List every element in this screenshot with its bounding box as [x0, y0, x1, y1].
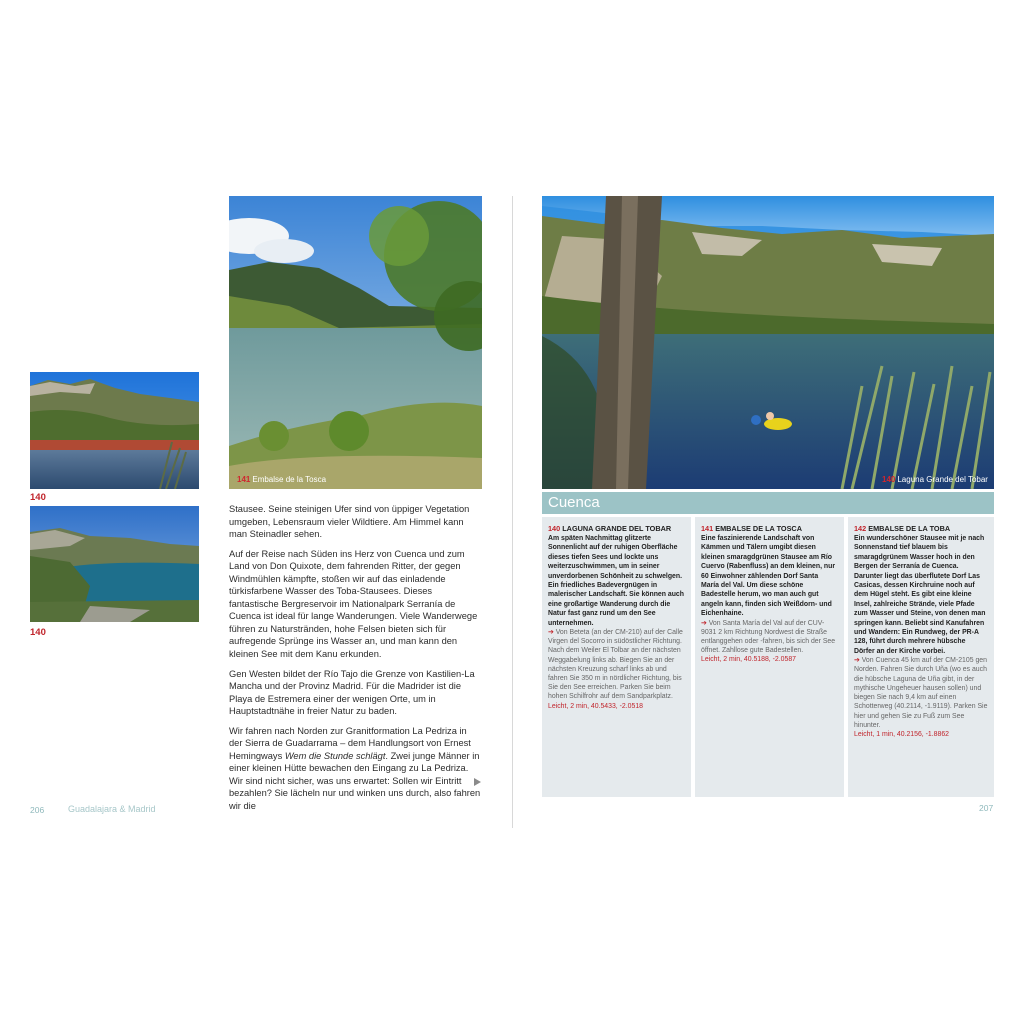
photo-embalse-de-la-tosca [229, 196, 482, 489]
caption-number: 140 [882, 475, 896, 484]
body-paragraph: Auf der Reise nach Süden ins Herz von Cuenca und zum Land von Don Quixote, dem fahrenden Ritter, der gegen Windmühlen kämpfte, stoßen wir auf das einladende türkisfarbene Wasser des Toba-Stausees. Dieses fantastische Bergreservoir im Nationalpark Serranía de Cuenca ist ideal für lange Wanderungen. Viele Wanderwege führen zu Naturstränden, hohe Felsen bieten sich für aufregende Sprünge ins Wasser an, und man kann den kleinen See mit dem Kanu erkunden. [229, 548, 478, 660]
page-gutter [512, 196, 513, 828]
entry-box-142 [848, 517, 994, 797]
thumbnail-photo-1 [30, 372, 199, 489]
arrow-right-icon: ➔ [548, 629, 554, 637]
entry-title [854, 524, 988, 533]
entry-name: EMBALSE DE LA TOSCA [715, 524, 802, 533]
thumbnail-photo-2 [30, 506, 199, 622]
entry-directions [854, 656, 988, 730]
entry-description: Ein wunderschöner Stausee mit je nach Sonnenstand tief blauem bis smaragdgrünem Wasser hoch in den Bergen der Serranía de Cuenca. Darunter liegt das überflutete Dorf Las Casicas, dessen Kirchruine noch auf dem Hügel steht. Es gibt eine kleine Insel, zahlreiche Strände, viele Pfade zum Wasser und Steine, von denen man springen kann. Beliebt sind Kanufahren und Wandern: Ein Rundweg, der PR-A 128, führt durch mehrere hübsche Dörfer an der Kirche vorbei. [854, 535, 986, 655]
entry-directions [548, 628, 685, 702]
directions-text: Von Beteta (an der CM-210) auf der Calle Virgen del Socorro in südöstlicher Richtung. Nach dem Weiler El Tolbar an der nächsten Weggabelung links ab. Biegen Sie an der nächsten Kreuzung scharf links ab und fahren Sie 350 m in nördlicher Richtung, bis Sie den See erreichen. Parken Sie beim hohen Schilfrohr auf dem Sandparkplatz. [548, 629, 683, 701]
entry-directions [701, 619, 838, 656]
body-text [229, 503, 482, 813]
arrow-right-icon: ➔ [701, 619, 707, 627]
page-number-right: 207 [979, 803, 994, 813]
entry-number: 140 [548, 524, 561, 533]
entry-box-141 [695, 517, 844, 797]
photo-caption-tosca [237, 475, 326, 484]
entry-meta: Leicht, 1 min, 40.2156, -1.8862 [854, 730, 950, 738]
directions-text: Von Santa María del Val auf der CUV-9031 2 km Richtung Nordwest die Straße entlanggehen oder -fahren, bis sich der See öffnet. Zahllose gute Badestellen. [701, 619, 836, 655]
arrow-right-icon: ➔ [854, 657, 860, 665]
caption-number: 141 [237, 475, 251, 484]
section-header-bar [542, 492, 994, 514]
entry-name: LAGUNA GRANDE DEL TOBAR [562, 524, 672, 533]
thumbnail-number-1: 140 [30, 492, 46, 503]
section-title: Cuenca [548, 494, 600, 511]
entry-name: EMBALSE DE LA TOBA [868, 524, 951, 533]
directions-text: Von Cuenca 45 km auf der CM-2105 gen Norden. Fahren Sie durch Uña (wo es auch die hübsche Laguna de Uña gibt, in der mythische Ungeheuer hausen sollen) und biegen Sie nach 9,4 km auf einen Schotterweg (40.2114, -1.9119). Parken Sie hier und gehen Sie zu Fuß zum See hinunter. [854, 657, 988, 729]
thumbnail-number-2: 140 [30, 627, 46, 638]
entry-description: Eine faszinierende Landschaft von Kämmen und Tälern umgibt diesen kleinen smaragdgrünen Stausee am Río Cuervo (Rabenfluss) an dem kleinen, nur 60 Einwohner zählenden Dorf Santa María del Val. Um diese schöne Badestelle herum, wo man auch gut angeln kann, finden sich Weißdorn- und Eichenhaine. [701, 535, 836, 618]
page-number-left: 206 [30, 805, 45, 815]
entry-meta: Leicht, 2 min, 40.5188, -2.0587 [701, 656, 797, 664]
text-run: . Zwei junge Männer in einer kleinen Hütte bewachen den Eingang zu La Pedriza. Wir sind nicht sicher, was uns erwartet: Sollen wir Eintritt bezahlen? Sie lächeln nur und winken uns durch, also fahren wir die [229, 750, 481, 812]
running-head: Guadalajara & Madrid [68, 804, 156, 814]
entry-box-140 [542, 517, 691, 797]
text-run: Wir fahren nach Norden zur Granitformation La Pedriza in der Sierra de Guadarrama – dem Handlungsort von Ernest Hemingways [229, 725, 471, 761]
entry-title [701, 524, 838, 533]
book-title: Wem die Stunde schlägt [284, 750, 386, 761]
entry-description: Am späten Nachmittag glitzerte Sonnenlicht auf der ruhigen Oberfläche dieses tiefen Sees und lockte uns weiterzuschwimmen, um in seiner unverdorbenen Schönheit zu schwelgen. Ein friedliches Badevergnügen in malerischer Landschaft. Sie können auch eine großartige Wanderung durch die Natur fast ganz rund um den See unternehmen. [548, 535, 684, 627]
body-paragraph [229, 725, 482, 813]
entry-meta: Leicht, 2 min, 40.5433, -2.0518 [548, 702, 644, 710]
triangle-right-icon [474, 778, 481, 786]
caption-text: Embalse de la Tosca [252, 475, 327, 484]
body-paragraph: Stausee. Seine steinigen Ufer sind von üppiger Vegetation umgeben, Lebensraum vieler Wildtiere. Am Himmel kann man Steinadler sehen. [229, 504, 470, 540]
photo-caption-tobar [882, 475, 988, 484]
caption-text: Laguna Grande del Tobar [897, 475, 988, 484]
photo-laguna-grande-del-tobar [542, 196, 994, 489]
entry-number: 141 [701, 524, 714, 533]
body-paragraph: Gen Westen bildet der Río Tajo die Grenze von Kastilien-La Mancha und der Provinz Madrid. Für die Madrider ist die Playa de Estremera einer der wenigen Orte, um in Hauptstadtnähe in freier Natur zu baden. [229, 668, 475, 717]
entry-number: 142 [854, 524, 867, 533]
entry-title [548, 524, 685, 533]
